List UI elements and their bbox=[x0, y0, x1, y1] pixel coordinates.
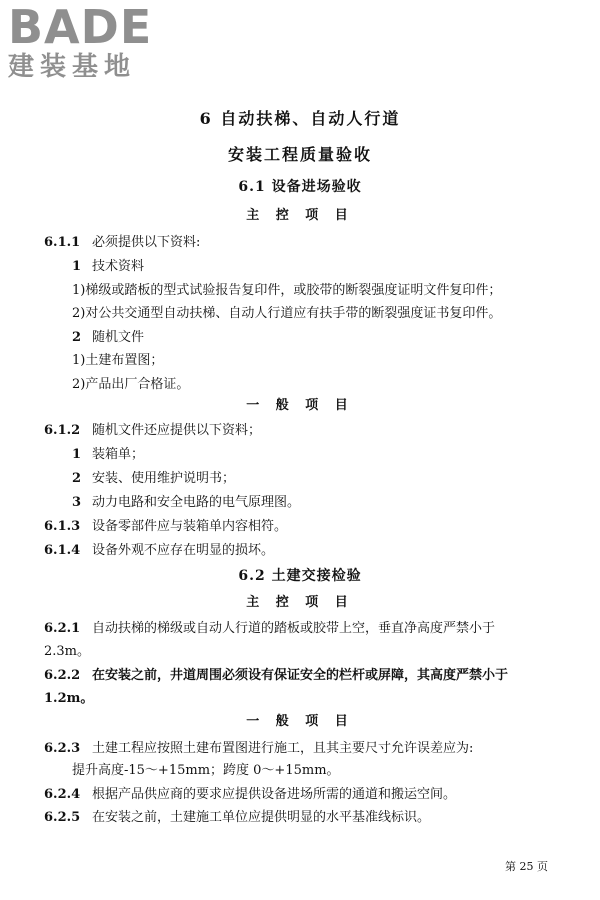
chapter-subtitle: 安装工程质量验收 bbox=[227, 145, 372, 164]
item-text: 装箱单； bbox=[92, 447, 145, 462]
item-number: 1 bbox=[72, 447, 82, 462]
clause-number: 6.2.3 bbox=[44, 741, 81, 756]
clause-number: 6.1.1 bbox=[44, 235, 81, 250]
section-6-2-heading: 6.2 土建交接检验 bbox=[238, 568, 362, 584]
clause-text: 2.3m。 bbox=[44, 644, 91, 659]
clause-text: 必须提供以下资料: bbox=[92, 235, 201, 250]
sub-item-text: 1)土建布置图； bbox=[72, 353, 164, 368]
clause-text: 设备零部件应与装箱单内容相符。 bbox=[92, 519, 288, 534]
clause-text: 根据产品供应商的要求应提供设备进场所需的通道和搬运空间。 bbox=[92, 787, 457, 802]
section-6-2-main-items-title: 主 控 项 目 bbox=[246, 595, 354, 610]
item-text: 动力电路和安全电路的电气原理图。 bbox=[92, 495, 301, 510]
item-text: 安装、使用维护说明书； bbox=[92, 471, 236, 486]
section-6-1-main-items-title: 主 控 项 目 bbox=[246, 208, 354, 223]
clause-text: 在安装之前，土建施工单位应提供明显的水平基准线标识。 bbox=[92, 810, 431, 825]
sub-item-text: 1)梯级或踏板的型式试验报告复印件，或胶带的断裂强度证明文件复印件； bbox=[72, 283, 502, 298]
clause-text: 1.2m。 bbox=[44, 691, 94, 706]
item-number: 2 bbox=[72, 471, 82, 486]
item-number: 3 bbox=[72, 495, 82, 510]
section-6-1-general-items-title: 一 般 项 目 bbox=[246, 398, 354, 413]
section-6-1-heading: 6.1 设备进场验收 bbox=[238, 179, 362, 195]
clause-text: 自动扶梯的梯级或自动人行道的踏板或胶带上空，垂直净高度严禁小于 bbox=[92, 621, 496, 636]
section-6-2-general-items-title: 一 般 项 目 bbox=[246, 714, 354, 729]
sub-item-text: 2)产品出厂合格证。 bbox=[72, 377, 190, 392]
logo-text-en: BADE bbox=[8, 0, 153, 54]
item-number: 2 bbox=[72, 330, 82, 345]
clause-number: 6.1.2 bbox=[44, 423, 81, 438]
logo-text-cn: 建装基地 bbox=[8, 52, 137, 82]
item-text: 技术资料 bbox=[92, 259, 145, 274]
clause-number: 6.1.4 bbox=[44, 543, 81, 558]
item-text: 随机文件 bbox=[92, 330, 145, 345]
clause-number: 6.1.3 bbox=[44, 519, 81, 534]
page-number: 第 25 页 bbox=[505, 860, 548, 873]
clause-text: 提升高度-15～+15mm；跨度 0～+15mm。 bbox=[72, 763, 340, 778]
clause-text: 设备外观不应存在明显的损坏。 bbox=[92, 543, 275, 558]
clause-text: 随机文件还应提供以下资料； bbox=[92, 423, 262, 438]
clause-number: 6.2.5 bbox=[44, 810, 81, 825]
item-number: 1 bbox=[72, 259, 82, 274]
bade-logo bbox=[8, 0, 153, 82]
sub-item-text: 2)对公共交通型自动扶梯、自动人行道应有扶手带的断裂强度证书复印件。 bbox=[72, 306, 502, 321]
clause-number: 6.2.4 bbox=[44, 787, 81, 802]
clause-number: 6.2.1 bbox=[44, 621, 81, 636]
clause-text: 在安装之前，井道周围必须设有保证安全的栏杆或屏障，其高度严禁小于 bbox=[92, 668, 509, 683]
chapter-title: 6 自动扶梯、自动人行道 bbox=[199, 109, 401, 128]
clause-number: 6.2.2 bbox=[44, 668, 81, 683]
clause-text: 土建工程应按照土建布置图进行施工，且其主要尺寸允许误差应为: bbox=[92, 741, 474, 756]
